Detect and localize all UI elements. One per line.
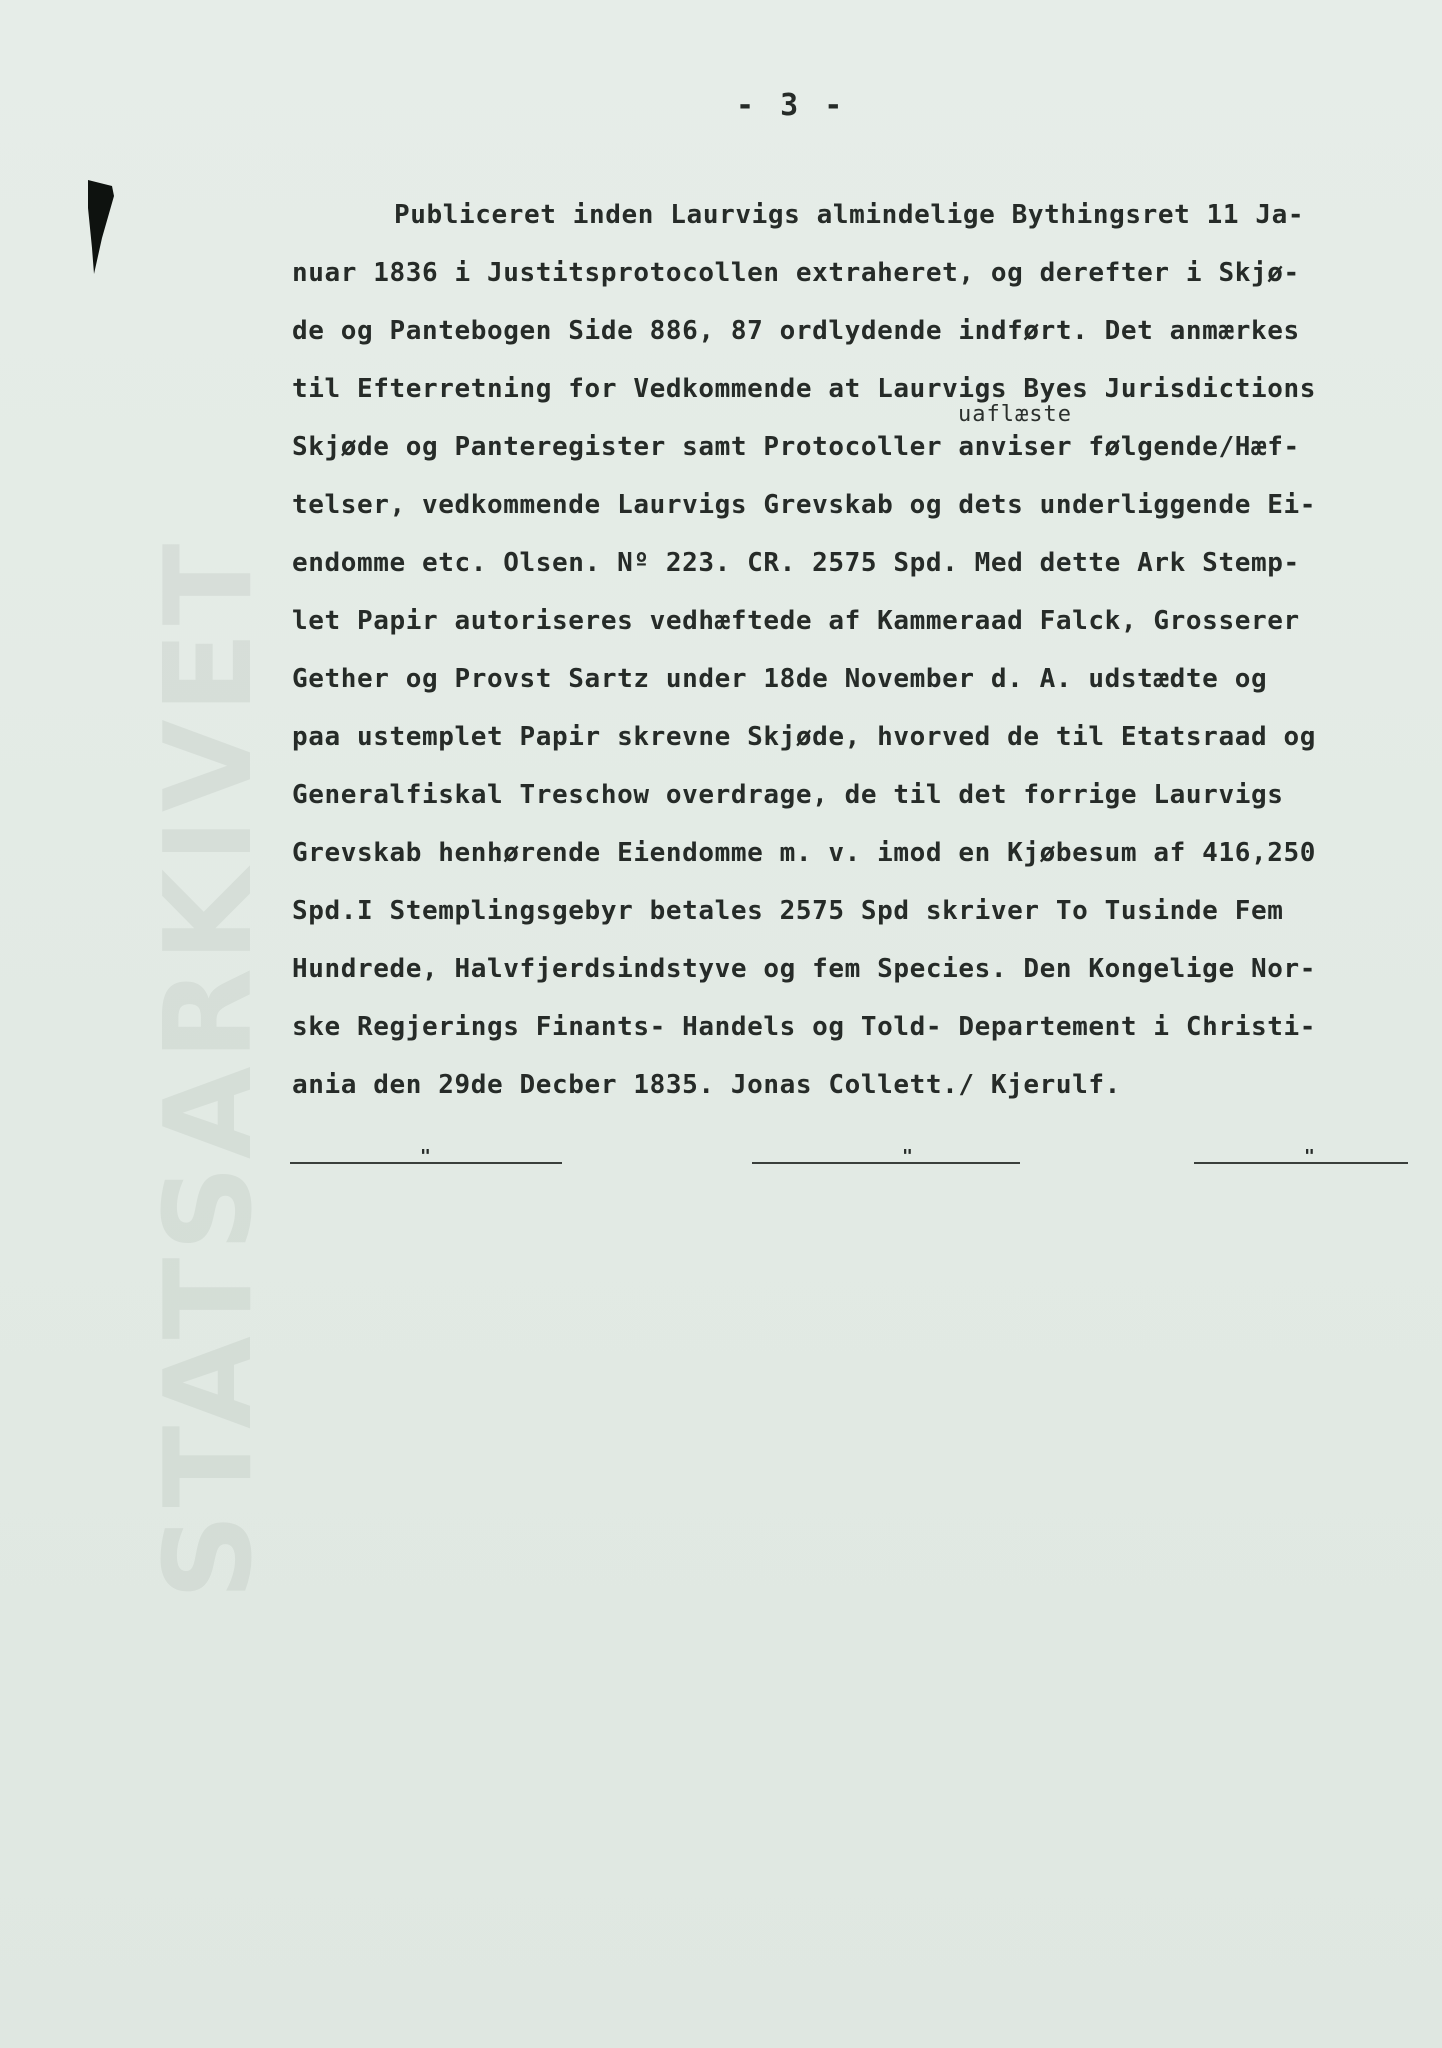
separator-middle [752,1146,1020,1172]
separator-line [752,1162,1020,1164]
separator-line [1194,1162,1408,1164]
ink-blot-mark [84,178,118,278]
text-line-4: til Efterretning for Vedkommende at Laurvigs Byes Jurisdictions [292,374,1316,404]
text-line-1: Publiceret inden Laurvigs almindelige Bythingsret 11 Ja- [394,200,1305,230]
text-line-2: nuar 1836 i Justitsprotocollen extraheret, og derefter i Skjø- [292,258,1300,288]
text-line-12: Grevskab henhørende Eiendomme m. v. imod en Kjøbesum af 416,250 [292,838,1316,868]
separator-left [290,1146,562,1172]
text-line-9: Gether og Provst Sartz under 18de November d. A. udstædte og [292,664,1268,694]
text-line-6: telser, vedkommende Laurvigs Grevskab og dets underliggende Ei- [292,490,1316,520]
text-line-16: ania den 29de Decber 1835. Jonas Collett./ Kjerulf. [292,1070,1121,1100]
interlinear-insertion: uaflæste [958,402,1072,427]
text-line-7: endomme etc. Olsen. Nº 223. CR. 2575 Spd. Med dette Ark Stemp- [292,548,1300,578]
text-line-14: Hundrede, Halvfjerdsindstyve og fem Species. Den Kongelige Nor- [292,954,1316,984]
ditto-mark: " [420,1146,431,1167]
page-number: - 3 - [736,88,847,123]
text-line-13: Spd.I Stemplingsgebyr betales 2575 Spd skriver To Tusinde Fem [292,896,1284,926]
ditto-mark: " [1304,1146,1315,1167]
archive-watermark: STATSARKIVET [140,537,279,1600]
separator-right [1194,1146,1408,1172]
text-line-8: let Papir autoriseres vedhæftede af Kammeraad Falck, Grosserer [292,606,1300,636]
text-line-3: de og Pantebogen Side 886, 87 ordlydende indført. Det anmærkes [292,316,1300,346]
text-line-5: Skjøde og Panteregister samt Protocoller anviser følgende/Hæf- [292,432,1300,462]
text-line-11: Generalfiskal Treschow overdrage, de til det forrige Laurvigs [292,780,1284,810]
ditto-mark: " [902,1146,913,1167]
text-line-10: paa ustemplet Papir skrevne Skjøde, hvorved de til Etatsraad og [292,722,1316,752]
text-line-15: ske Regjerings Finants- Handels og Told- Departement i Christi- [292,1012,1316,1042]
